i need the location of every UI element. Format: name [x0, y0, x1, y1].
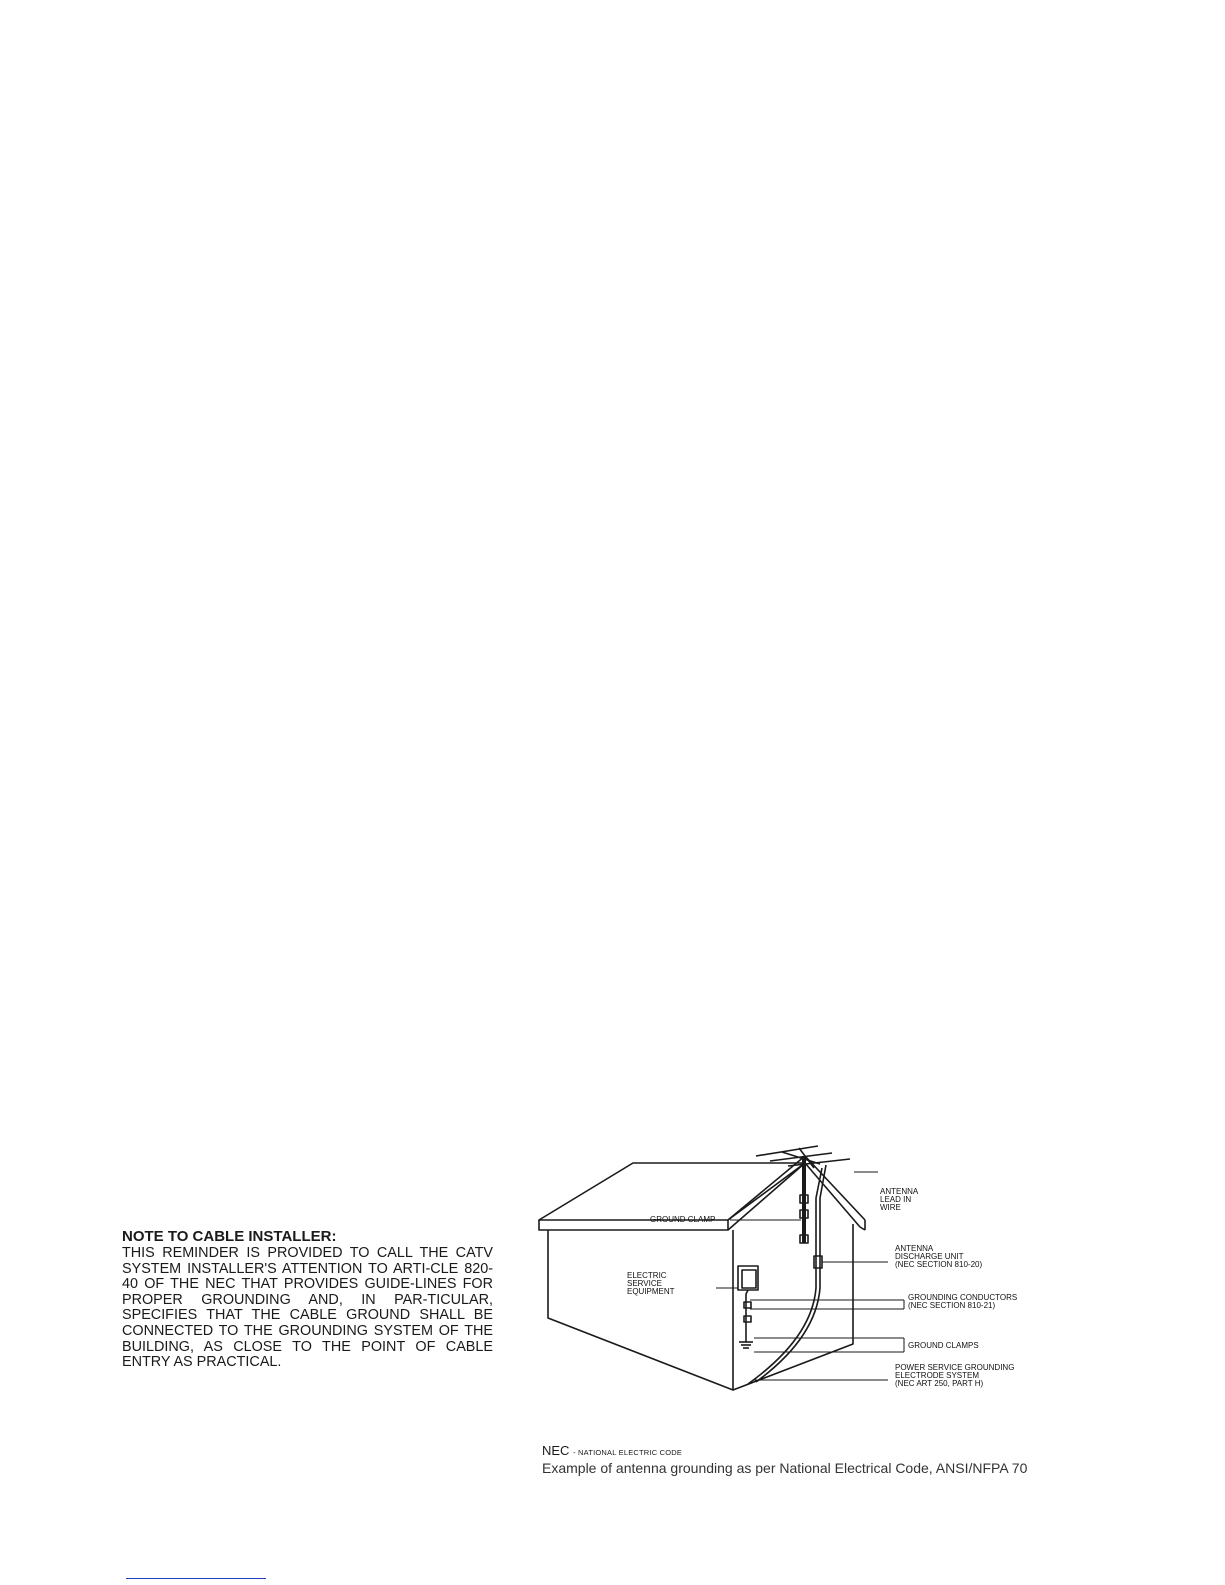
label-discharge-unit-3: (NEC SECTION 810-20)	[895, 1260, 983, 1269]
label-electric-service-3: EQUIPMENT	[627, 1287, 675, 1296]
label-electric-service-2: SERVICE	[627, 1279, 662, 1288]
label-antenna-lead-in-wire-3: WIRE	[880, 1203, 901, 1212]
label-antenna-lead-in-wire-2: LEAD IN	[880, 1195, 912, 1204]
label-ground-clamp: GROUND CLAMP	[650, 1215, 716, 1224]
antenna-grounding-drawing	[520, 1138, 1080, 1438]
footer-link-underline	[126, 1578, 266, 1579]
label-discharge-unit: ANTENNA	[895, 1244, 934, 1253]
label-discharge-unit-2: DISCHARGE UNIT	[895, 1252, 964, 1261]
label-grounding-conductors-2: (NEC SECTION 810-21)	[908, 1301, 996, 1310]
diagram-footnote	[542, 1444, 1102, 1477]
label-ground-clamps: GROUND CLAMPS	[908, 1341, 979, 1350]
label-antenna-lead-in-wire: ANTENNA	[880, 1187, 919, 1196]
diagram-caption: Example of antenna grounding as per National Electrical Code, ANSI/NFPA 70	[542, 1460, 1028, 1476]
nec-definition	[542, 1444, 1102, 1460]
nec-abbreviation: NEC	[542, 1443, 570, 1458]
label-power-service-3: (NEC ART 250, PART H)	[895, 1379, 984, 1388]
label-grounding-conductors: GROUNDING CONDUCTORS	[908, 1293, 1018, 1302]
note-heading: NOTE TO CABLE INSTALLER:	[122, 1228, 337, 1245]
house-icon	[539, 1156, 865, 1390]
label-power-service-2: ELECTRODE SYSTEM	[895, 1371, 980, 1380]
nec-expansion: - NATIONAL ELECTRIC CODE	[573, 1448, 683, 1457]
cable-installer-note	[122, 1228, 493, 1371]
label-electric-service: ELECTRIC	[627, 1271, 667, 1280]
label-power-service: POWER SERVICE GROUNDING	[895, 1363, 1015, 1372]
note-body: THIS REMINDER IS PROVIDED TO CALL THE CATV SYSTEM INSTALLER'S ATTENTION TO ARTI-CLE 820-40 OF THE NEC THAT PROVIDES GUIDE-LINES FOR PROPER GROUNDING AND, IN PAR-TICULAR, SPECIFIES THAT THE CABLE GROUND SHALL BE CONNECTED TO THE GROUNDING SYSTEM OF THE BUILDING, AS CLOSE TO THE POINT OF CABLE ENTRY AS PRACTICAL.	[122, 1245, 493, 1371]
antenna-grounding-diagram	[520, 1138, 1080, 1438]
